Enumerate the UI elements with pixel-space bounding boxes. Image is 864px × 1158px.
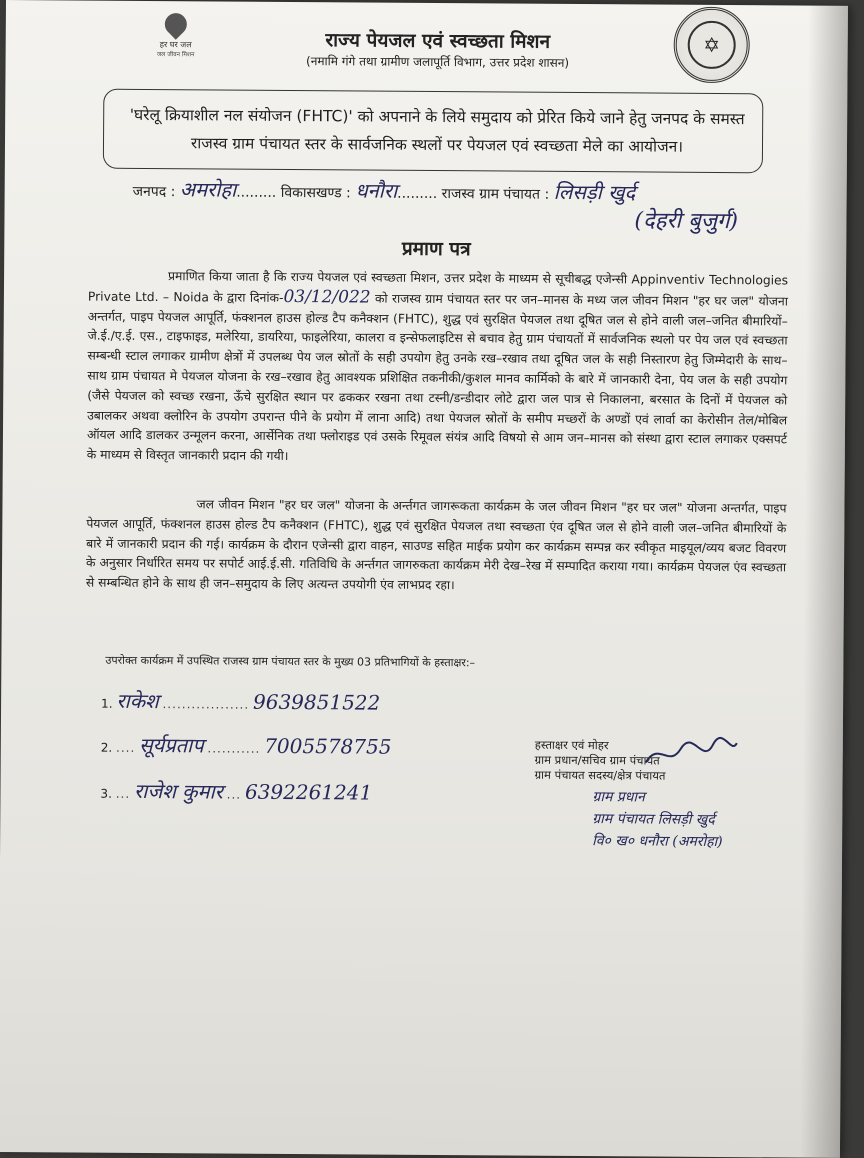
signatory-phone: 6392261241 <box>244 779 373 805</box>
dots: ......... <box>397 185 438 203</box>
authority-line-2: ग्राम प्रधान/सचिव ग्राम पंचायत <box>534 752 660 768</box>
signatory-name: राजेश कुमार <box>133 778 223 804</box>
stamp-line-1: ग्राम प्रधान <box>592 789 645 806</box>
signatory-name: सूर्यप्रताप <box>139 732 204 758</box>
certificate-title: प्रमाण पत्र <box>401 237 471 261</box>
district-value: अमरोहा <box>179 177 237 202</box>
event-heading: 'घरेलू क्रियाशील नल संयोजन (FHTC)' को अपनाने के लिये समुदाय को प्रेरित किये जाने हेतु जनपद के समस्त राजस्व ग्राम पंचायत स्तर के सार्वजनिक स्थलों पर पेयजल एवं स्वच्छता मेले का आयोजन। <box>129 105 745 156</box>
signatory-phone: 9639851522 <box>252 689 381 715</box>
logo-text-1: हर घर जल <box>159 40 192 50</box>
gram-pradhan-stamp <box>592 786 772 853</box>
dots: ... <box>226 787 242 802</box>
program-date: 03/12/022 <box>283 286 371 308</box>
location-line <box>133 175 773 206</box>
village-alternate-name: (देहरी बुजुर्ग) <box>634 208 739 235</box>
signatories-intro: उपरोक्त कार्यक्रम में उपस्थित राजस्व ग्राम पंचायत स्तर के मुख्य 03 प्रतिभागियों के हस्ताक्षर:– <box>105 653 476 670</box>
certificate-paragraph-1 <box>87 267 788 471</box>
authority-line-1: हस्ताक्षर एवं मोहर <box>534 737 609 753</box>
organization-title: राज्य पेयजल एवं स्वच्छता मिशन <box>325 29 551 53</box>
dots: .................. <box>162 697 250 712</box>
signatory-row <box>101 687 380 716</box>
authority-line-3: ग्राम पंचायत सदस्य/क्षेत्र पंचायत <box>534 767 666 783</box>
block-value: धनौरा <box>355 178 398 203</box>
district-label: जनपद : <box>132 183 176 201</box>
village-label: राजस्व ग्राम पंचायत : <box>441 186 550 203</box>
certificate-paragraph-2: जल जीवन मिशन "हर घर जल" योजना के अर्न्तगत जागरूकता कार्यक्रम के जल जीवन मिशन "हर घर जल" योजना अन्तर्गत, पाइप पेयजल आपूर्ति, फंक्शनल हाउस होल्ड टैप कनैक्शन (FHTC), शुद्ध एवं सुरक्षित पेयजल तथा स्वच्छता एंव दूषित जल से होने वाली जल–जनित बीमारियों के बारे में जानकारी प्रदान की गई। कार्यक्रम के दौरान एजेन्सी द्वारा वाहन, साउण्ड सहित माईक प्रयोग कर कार्यक्रम सम्पन्न कर स्वीकृत माइयूल/व्यय बजट विवरण के अनुसार निर्धारित समय पर सपोर्ट आई.ई.सी. गतिविधि के अर्न्तगत जागरुकता कार्यक्रम मेरी देख–रेख में सम्पादित कराया गया। कार्यक्रम पेयजल एंव स्वच्छता से सम्बन्धित होने के साथ ही जन–समुदाय के लिए अत्यन्त उपयोगी एंव लाभप्रद रहा। <box>85 497 787 593</box>
signatory-number: 1. <box>101 696 113 711</box>
seal-emblem-icon: ✡ <box>688 21 736 69</box>
signatory-number: 2. <box>100 740 113 755</box>
signatory-row <box>100 777 372 806</box>
pradhan-signature-icon <box>641 734 741 775</box>
signatory-phone: 7005578755 <box>264 733 392 759</box>
page-shadow <box>800 6 848 1158</box>
village-value: लिसड़ी खुर्द <box>553 179 636 205</box>
signatory-name: राकेश <box>116 688 159 714</box>
dots: .... <box>116 740 136 755</box>
logo-text-2: जल जीवन मिशन <box>156 51 195 59</box>
stamp-line-3: वि० ख० धनौरा (अमरोहा) <box>592 833 723 851</box>
signatory-row <box>101 731 392 760</box>
dots: ......... <box>236 184 277 201</box>
dots: ... <box>115 786 131 801</box>
para1-after-date: को राजस्व ग्राम पंचायत स्तर पर जन–मानस के मध्य जल जीवन मिशन "हर घर जल" योजना अन्तर्गत, पाइप पेयजल आपूर्ति, फंक्शनल हाउस होल्ड टैप कनैक्शन (FHTC), शुद्ध एवं सुरक्षित पेयजल तथा दूषित जल से होने वाली जल–जनित बीमारियों–जे.ई./ए.ई. एस., टाइफाइड, मलेरिया, डायरिया, फाइलेरिया, कालरा व इन्सेफलाइटिस से बचाव हेतु ग्राम पंचायतों में सार्वजनिक स्थलो पर पेय जल एवं स्वच्छता सम्बन्धी स्टाल लगाकर ग्रामीण क्षेत्रों में उपलब्ध पेय जल स्रोतों के सही उपयोग हेतु उनके रख–रखाव तथा दूषित जल के सही निस्तारण हेतु जिम्मेदारी के साथ–साथ ग्राम पंचायत मे पेयजल योजना के रख–रखाव हेतु आवश्यक प्रशिक्षित तकनीकी/कुशल मानव कार्मिको के बारे में जानकारी देना, पेय जल के सही उपयोग (जैसे पेयजल को स्वच्छ रखना, ऊँचे सुरक्षित स्थान पर ढककर रखना तथा टस्नी/डन्डीदार लोटे द्वारा जल पात्र से निकालना, बरसात के दिनों में पेयजल को उबालकर अथवा क्लोरिन के उपयोग उपरान्त पीने के प्रयोग में लाना आदि) तथा पेयजल स्रोतों के समीप मच्छरों के अण्डों एवं लार्वा का केरोसीन तेल/मोबिल ऑयल आदि डालकर उन्मूलन करना, आर्सेनिक तथा फ्लोराइड एवं उसके रिमूवल संयंत्र आदि विषयो से आम जन–मानस को संस्था द्वारा स्टाल लगाकर एक्सपर्ट के माध्यम से विस्तृत जानकारी प्रदान की गयी। <box>86 291 788 464</box>
para1-before-date: प्रमाणित किया जाता है कि राज्य पेयजल एवं स्वच्छता मिशन, उत्तर प्रदेश के माध्यम से सूचीबद्ध एजेन्सी Appinventiv Technologies Private Ltd. – Noida के द्वारा दिनांक- <box>87 269 789 305</box>
stamp-line-2: ग्राम पंचायत लिसड़ी खुर्द <box>592 811 715 828</box>
block-label: विकासखण्ड : <box>280 184 351 202</box>
dots: ........... <box>207 741 261 756</box>
signatory-number: 3. <box>100 786 112 801</box>
organization-subtitle: (नमामि गंगे तथा ग्रामीण जलापूर्ति विभाग, उत्तर प्रदेश शासन) <box>306 54 570 70</box>
